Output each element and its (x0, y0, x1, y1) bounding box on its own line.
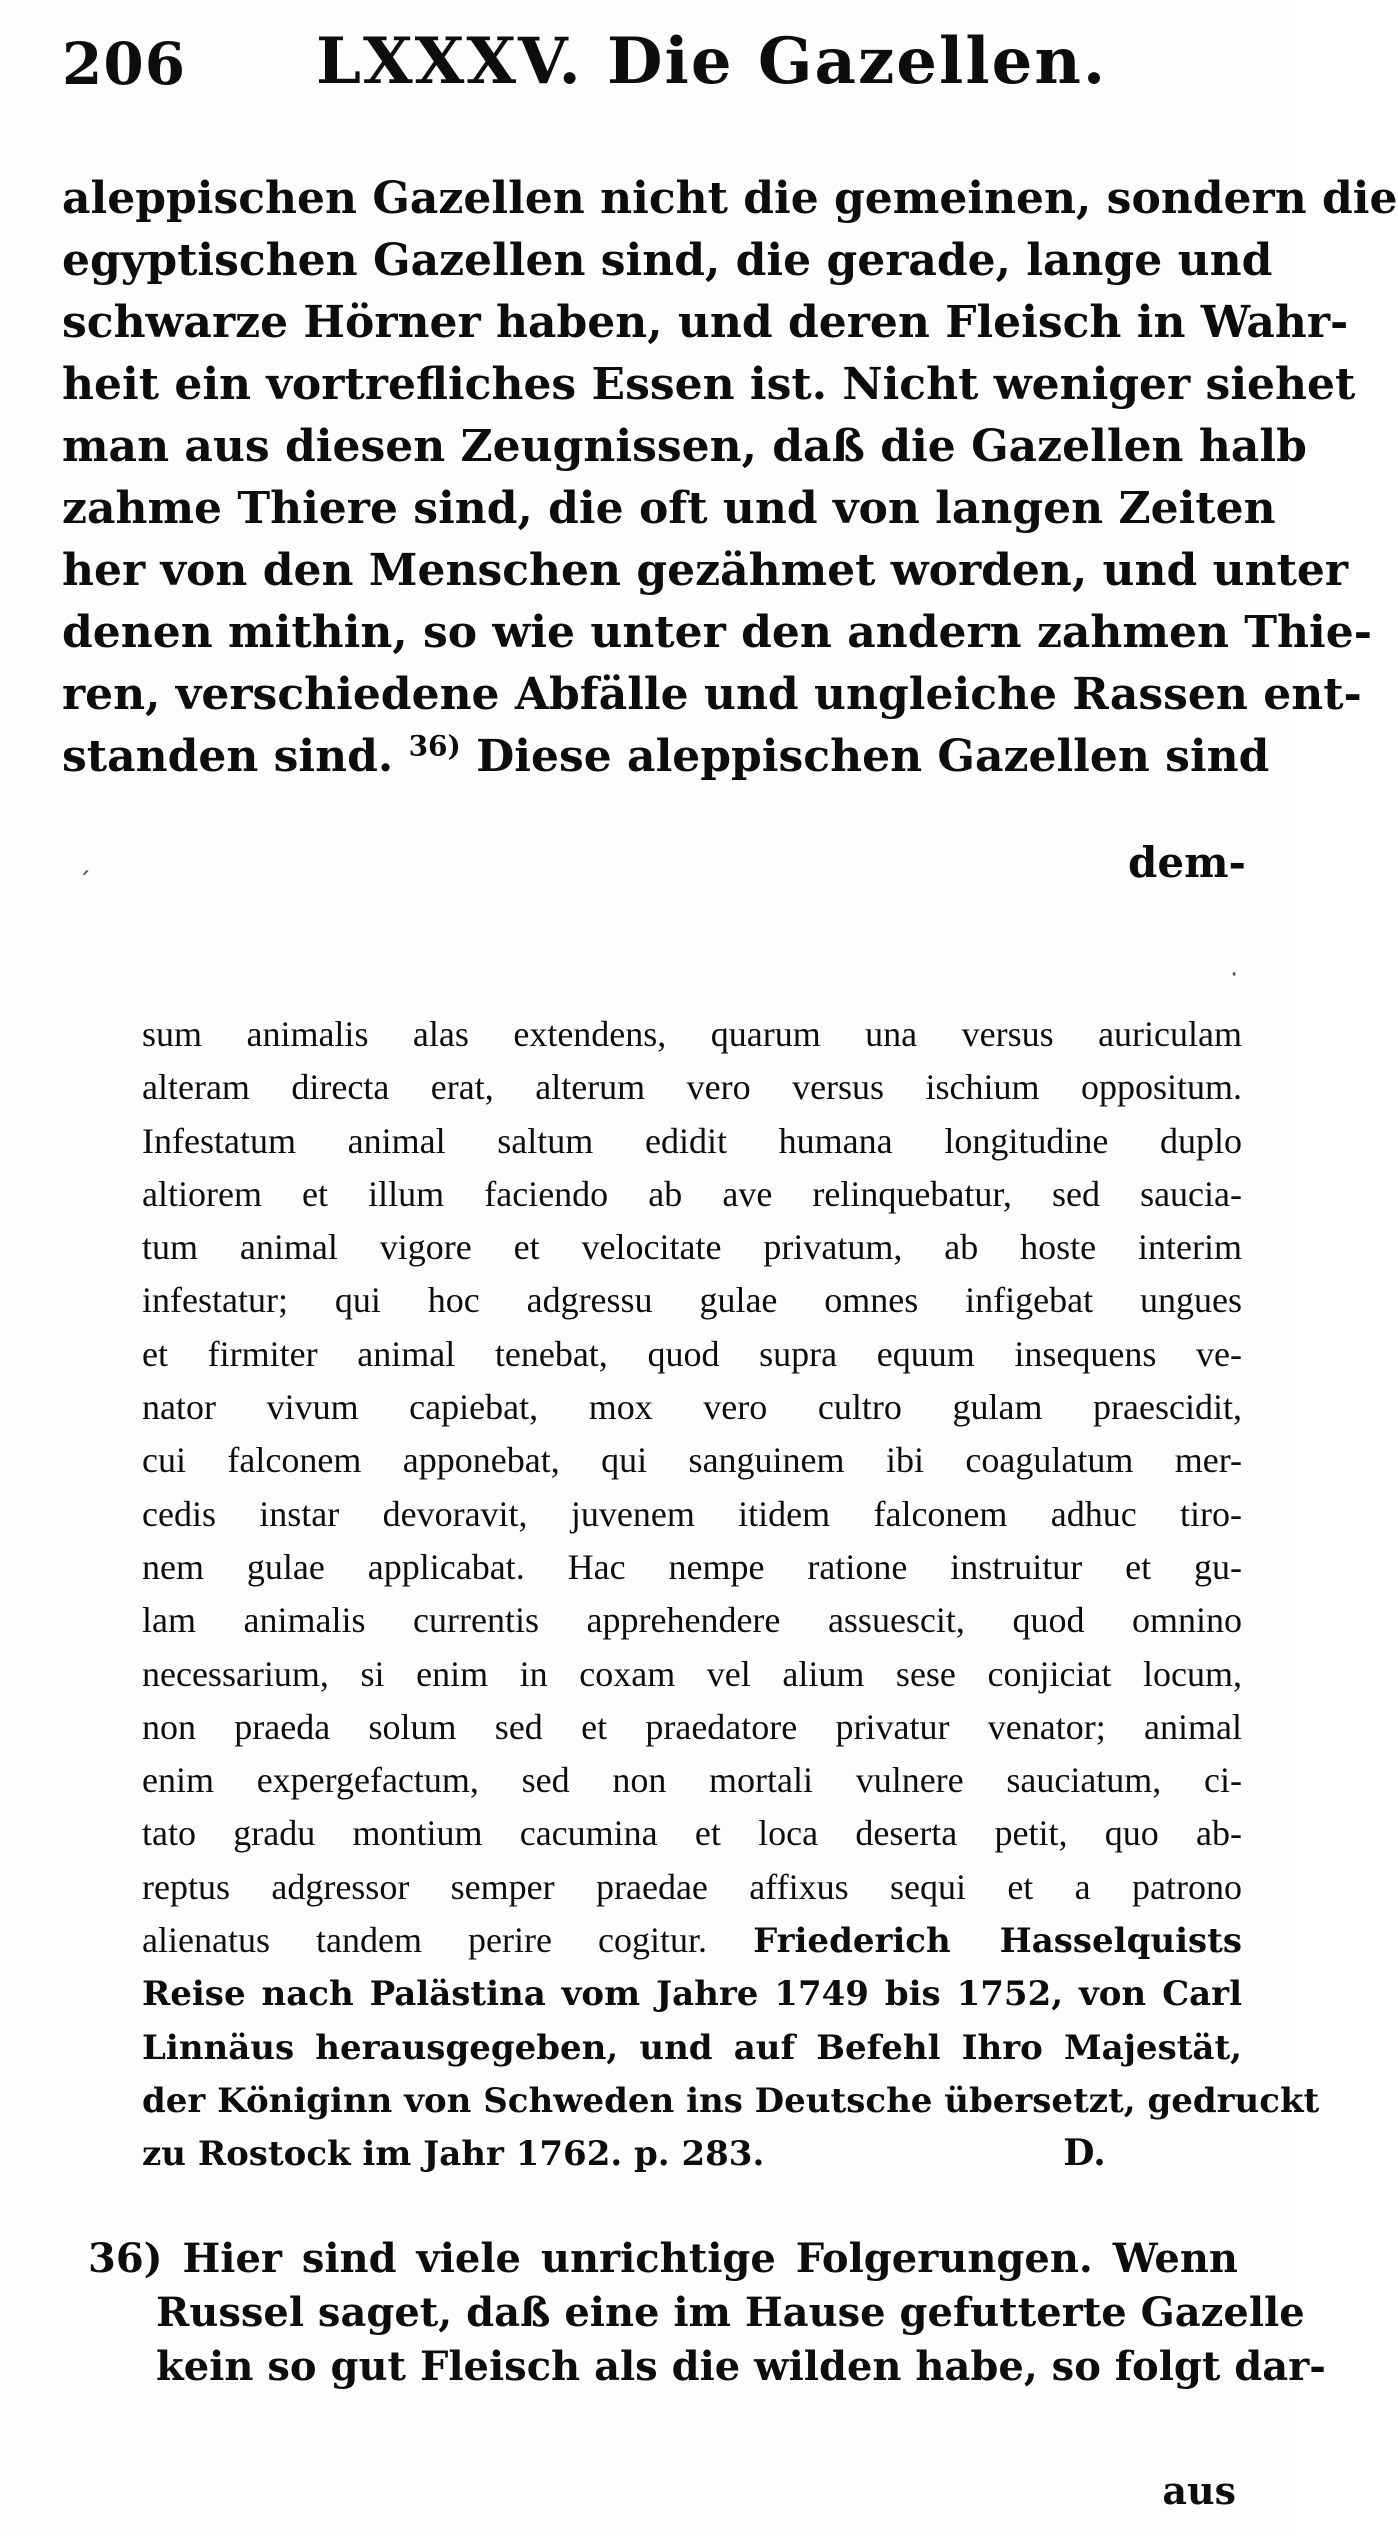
footnote-line: tato gradu montium cacumina et loca deserta petit, quo ab- (142, 1813, 1242, 1854)
text-line-last (62, 726, 1270, 788)
source-text: Reise nach Palästina vom Jahre 1749 bis 1752, von Carl (142, 1974, 1242, 2015)
text-line: heit ein vortrefliches Essen ist. Nicht weniger siehet (62, 359, 1356, 410)
source-text: Linnäus herausgegeben, und auf Befehl Ihro Majestät, (142, 2027, 1242, 2068)
latin-footnote-block (142, 1008, 1320, 2181)
footnote-catchword: aus (1162, 2468, 1236, 2513)
footnote-line: et firmiter animal tenebat, quod supra equum insequens ve- (142, 1333, 1242, 1374)
footnote-line: infestatur; qui hoc adgressu gulae omnes infigebat ungues (142, 1280, 1242, 1321)
running-title: LXXXV. Die Gazellen. (316, 24, 1108, 99)
footnote-text: alienatus tandem perire cogitur. (142, 1920, 707, 1961)
footnote-line: non praeda solum sed et praedatore privatur venator; animal (142, 1706, 1242, 1747)
text-fragment: Diese aleppischen Gazellen sind (476, 731, 1270, 782)
text-line: egyptischen Gazellen sind, die gerade, lange und (62, 235, 1273, 286)
footnote-line: Russel saget, daß eine im Hause gefutterte Gazelle (156, 2289, 1305, 2336)
source-text: zu Rostock im Jahr 1762. p. 283. (142, 2134, 765, 2175)
text-fragment: standen sind. (62, 731, 394, 782)
footnote-line: cui falconem apponebat, qui sanguinem ibi coagulatum mer- (142, 1440, 1242, 1481)
footnote-line: lam animalis currentis apprehendere assuescit, quod omnino (142, 1600, 1242, 1641)
text-line: ren, verschiedene Abfälle und ungleiche Rassen ent- (62, 669, 1362, 720)
text-line: man aus diesen Zeugnissen, daß die Gazellen halb (62, 421, 1307, 472)
source-line-last (142, 2127, 1242, 2180)
source-text: der Königinn von Schweden ins Deutsche übersetzt, gedruckt (142, 2080, 1320, 2121)
footnote-line: altiorem et illum faciendo ab ave relinquebatur, sed saucia- (142, 1173, 1242, 1214)
editor-signature: D. (1063, 2132, 1106, 2175)
source-line (142, 1967, 1242, 2020)
footnote-line-with-source (142, 1914, 1242, 1967)
text-line: aleppischen Gazellen nicht die gemeinen, sondern die (62, 173, 1398, 224)
footnote-line: necessarium, si enim in coxam vel alium sese conjiciat locum, (142, 1653, 1242, 1694)
footnote-line: nator vivum capiebat, mox vero cultro gulam praescidit, (142, 1387, 1242, 1428)
footnote-line: Infestatum animal saltum edidit humana longitudine duplo (142, 1120, 1242, 1161)
footnote-line: alteram directa erat, alterum vero versus ischium oppositum. (142, 1067, 1242, 1108)
catchword: dem- (1128, 838, 1246, 887)
page-number: 206 (62, 30, 187, 98)
source-line (142, 2074, 1320, 2127)
text-line: schwarze Hörner haben, und deren Fleisch in Wahr- (62, 297, 1349, 348)
footnote-line: reptus adgressor semper praedae affixus sequi et a patrono (142, 1866, 1242, 1907)
footnote-line: tum animal vigore et velocitate privatum, ab hoste interim (142, 1227, 1242, 1268)
main-text-block (62, 168, 1398, 788)
footnote-line: 36) Hier sind viele unrichtige Folgerungen. Wenn (88, 2235, 1238, 2282)
text-line: zahme Thiere sind, die oft und von langen Zeiten (62, 483, 1276, 534)
footnote-line: enim expergefactum, sed non mortali vulnere sauciatum, ci- (142, 1760, 1242, 1801)
footnote-line: kein so gut Fleisch als die wilden habe, so folgt dar- (156, 2343, 1326, 2390)
source-line (142, 2021, 1242, 2074)
print-speck: ˊ (78, 868, 91, 898)
text-line: denen mithin, so wie unter den andern zahmen Thie- (62, 607, 1372, 658)
footnote-line: sum animalis alas extendens, quarum una versus auriculam (142, 1014, 1242, 1054)
footnote-36-block (88, 2232, 1326, 2394)
footnote-line: cedis instar devoravit, juvenem itidem falconem adhuc tiro- (142, 1493, 1242, 1534)
text-line: her von den Menschen gezähmet worden, und unter (62, 545, 1349, 596)
source-author: Friederich Hasselquists (753, 1921, 1242, 1962)
print-speck: · (1230, 960, 1239, 990)
footnote-reference-36: 36) (408, 729, 461, 763)
footnote-line: nem gulae applicabat. Hac nempe ratione instruitur et gu- (142, 1546, 1242, 1587)
